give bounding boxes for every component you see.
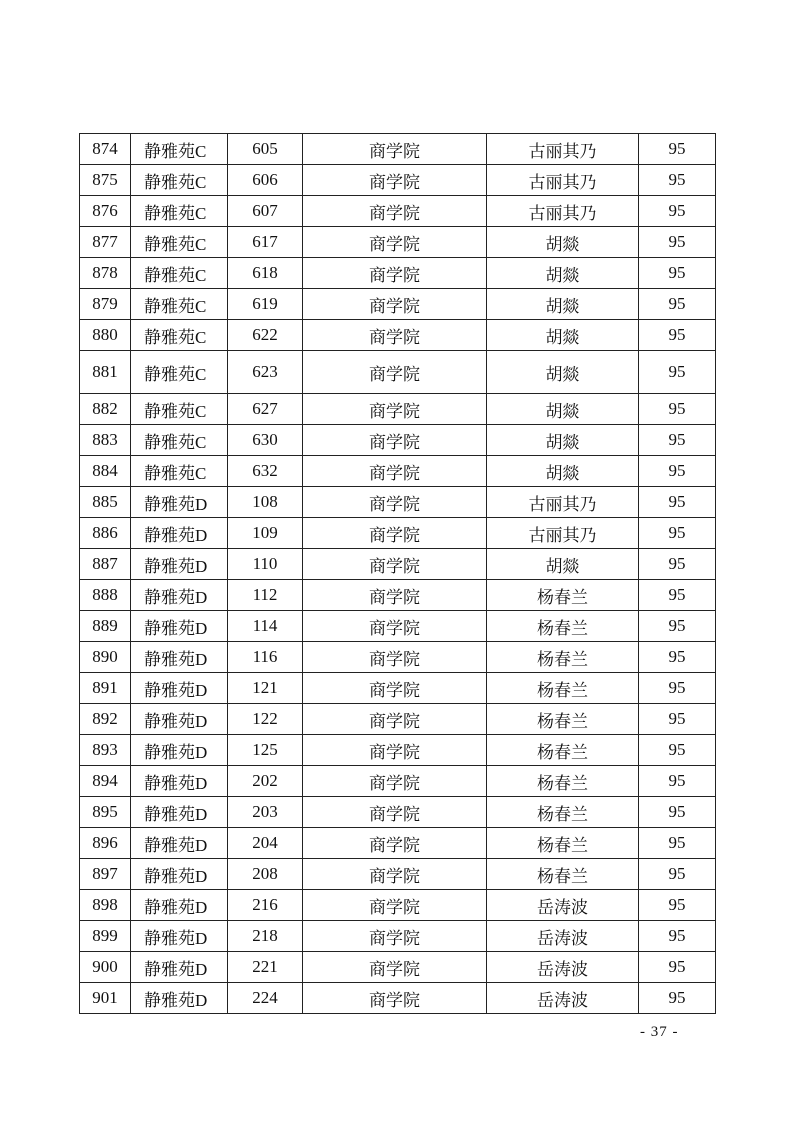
room-cell: 630 <box>228 425 303 456</box>
college-cell: 商学院 <box>303 196 487 227</box>
counselor-cell: 胡燚 <box>487 394 639 425</box>
score-cell: 95 <box>639 196 716 227</box>
table-row <box>80 320 716 351</box>
counselor-cell: 胡燚 <box>487 456 639 487</box>
college-cell: 商学院 <box>303 766 487 797</box>
serial-cell: 878 <box>80 258 131 289</box>
room-cell: 108 <box>228 487 303 518</box>
room-cell: 619 <box>228 289 303 320</box>
building-cell: 静雅苑D <box>131 797 228 828</box>
counselor-cell: 杨春兰 <box>487 828 639 859</box>
score-cell: 95 <box>639 227 716 258</box>
score-cell: 95 <box>639 828 716 859</box>
room-cell: 218 <box>228 921 303 952</box>
serial-cell: 899 <box>80 921 131 952</box>
college-cell: 商学院 <box>303 289 487 320</box>
table-row <box>80 549 716 580</box>
serial-cell: 879 <box>80 289 131 320</box>
counselor-cell: 杨春兰 <box>487 797 639 828</box>
serial-cell: 876 <box>80 196 131 227</box>
score-cell: 95 <box>639 258 716 289</box>
building-cell: 静雅苑D <box>131 890 228 921</box>
college-cell: 商学院 <box>303 611 487 642</box>
room-cell: 204 <box>228 828 303 859</box>
room-cell: 605 <box>228 134 303 165</box>
college-cell: 商学院 <box>303 456 487 487</box>
counselor-cell: 古丽其乃 <box>487 134 639 165</box>
counselor-cell: 杨春兰 <box>487 673 639 704</box>
building-cell: 静雅苑C <box>131 165 228 196</box>
score-cell: 95 <box>639 642 716 673</box>
counselor-cell: 杨春兰 <box>487 735 639 766</box>
building-cell: 静雅苑D <box>131 518 228 549</box>
building-cell: 静雅苑C <box>131 227 228 258</box>
serial-cell: 890 <box>80 642 131 673</box>
serial-cell: 887 <box>80 549 131 580</box>
score-cell: 95 <box>639 518 716 549</box>
counselor-cell: 古丽其乃 <box>487 165 639 196</box>
counselor-cell: 胡燚 <box>487 425 639 456</box>
college-cell: 商学院 <box>303 642 487 673</box>
table-row <box>80 258 716 289</box>
room-cell: 622 <box>228 320 303 351</box>
score-cell: 95 <box>639 487 716 518</box>
serial-cell: 885 <box>80 487 131 518</box>
table-row <box>80 828 716 859</box>
table-row <box>80 289 716 320</box>
table-row <box>80 487 716 518</box>
table-row <box>80 165 716 196</box>
room-cell: 632 <box>228 456 303 487</box>
college-cell: 商学院 <box>303 983 487 1014</box>
building-cell: 静雅苑D <box>131 549 228 580</box>
serial-cell: 894 <box>80 766 131 797</box>
counselor-cell: 杨春兰 <box>487 642 639 673</box>
college-cell: 商学院 <box>303 351 487 394</box>
college-cell: 商学院 <box>303 425 487 456</box>
score-cell: 95 <box>639 983 716 1014</box>
counselor-cell: 杨春兰 <box>487 580 639 611</box>
building-cell: 静雅苑D <box>131 828 228 859</box>
table-row <box>80 518 716 549</box>
building-cell: 静雅苑C <box>131 456 228 487</box>
building-cell: 静雅苑C <box>131 196 228 227</box>
table-row <box>80 227 716 258</box>
college-cell: 商学院 <box>303 320 487 351</box>
building-cell: 静雅苑D <box>131 704 228 735</box>
serial-cell: 895 <box>80 797 131 828</box>
room-cell: 110 <box>228 549 303 580</box>
score-cell: 95 <box>639 456 716 487</box>
college-cell: 商学院 <box>303 828 487 859</box>
counselor-cell: 古丽其乃 <box>487 487 639 518</box>
building-cell: 静雅苑C <box>131 351 228 394</box>
college-cell: 商学院 <box>303 394 487 425</box>
college-cell: 商学院 <box>303 165 487 196</box>
serial-cell: 877 <box>80 227 131 258</box>
room-cell: 627 <box>228 394 303 425</box>
table-row <box>80 642 716 673</box>
college-cell: 商学院 <box>303 227 487 258</box>
score-cell: 95 <box>639 673 716 704</box>
counselor-cell: 杨春兰 <box>487 766 639 797</box>
building-cell: 静雅苑D <box>131 952 228 983</box>
score-cell: 95 <box>639 952 716 983</box>
table-row <box>80 735 716 766</box>
score-cell: 95 <box>639 735 716 766</box>
college-cell: 商学院 <box>303 134 487 165</box>
building-cell: 静雅苑C <box>131 258 228 289</box>
room-cell: 109 <box>228 518 303 549</box>
table-row <box>80 580 716 611</box>
table-row <box>80 983 716 1014</box>
table-row <box>80 456 716 487</box>
room-cell: 122 <box>228 704 303 735</box>
table-row <box>80 611 716 642</box>
room-cell: 224 <box>228 983 303 1014</box>
serial-cell: 900 <box>80 952 131 983</box>
counselor-cell: 岳涛波 <box>487 890 639 921</box>
table-row <box>80 859 716 890</box>
room-cell: 116 <box>228 642 303 673</box>
room-cell: 618 <box>228 258 303 289</box>
score-cell: 95 <box>639 921 716 952</box>
room-cell: 202 <box>228 766 303 797</box>
counselor-cell: 胡燚 <box>487 320 639 351</box>
serial-cell: 882 <box>80 394 131 425</box>
score-cell: 95 <box>639 289 716 320</box>
counselor-cell: 胡燚 <box>487 549 639 580</box>
building-cell: 静雅苑C <box>131 394 228 425</box>
college-cell: 商学院 <box>303 580 487 611</box>
counselor-cell: 杨春兰 <box>487 859 639 890</box>
room-cell: 606 <box>228 165 303 196</box>
serial-cell: 875 <box>80 165 131 196</box>
counselor-cell: 胡燚 <box>487 258 639 289</box>
building-cell: 静雅苑D <box>131 580 228 611</box>
college-cell: 商学院 <box>303 258 487 289</box>
serial-cell: 893 <box>80 735 131 766</box>
counselor-cell: 胡燚 <box>487 351 639 394</box>
score-cell: 95 <box>639 766 716 797</box>
college-cell: 商学院 <box>303 673 487 704</box>
building-cell: 静雅苑D <box>131 487 228 518</box>
counselor-cell: 胡燚 <box>487 289 639 320</box>
dormitory-score-table <box>79 133 716 1014</box>
room-cell: 203 <box>228 797 303 828</box>
room-cell: 114 <box>228 611 303 642</box>
college-cell: 商学院 <box>303 704 487 735</box>
building-cell: 静雅苑C <box>131 320 228 351</box>
table-row <box>80 890 716 921</box>
score-cell: 95 <box>639 320 716 351</box>
building-cell: 静雅苑D <box>131 921 228 952</box>
counselor-cell: 杨春兰 <box>487 704 639 735</box>
college-cell: 商学院 <box>303 921 487 952</box>
serial-cell: 896 <box>80 828 131 859</box>
serial-cell: 891 <box>80 673 131 704</box>
score-cell: 95 <box>639 580 716 611</box>
counselor-cell: 杨春兰 <box>487 611 639 642</box>
table-row <box>80 351 716 394</box>
building-cell: 静雅苑D <box>131 983 228 1014</box>
counselor-cell: 岳涛波 <box>487 983 639 1014</box>
counselor-cell: 岳涛波 <box>487 952 639 983</box>
serial-cell: 880 <box>80 320 131 351</box>
building-cell: 静雅苑D <box>131 859 228 890</box>
room-cell: 221 <box>228 952 303 983</box>
building-cell: 静雅苑D <box>131 766 228 797</box>
serial-cell: 881 <box>80 351 131 394</box>
score-cell: 95 <box>639 890 716 921</box>
college-cell: 商学院 <box>303 797 487 828</box>
serial-cell: 888 <box>80 580 131 611</box>
score-cell: 95 <box>639 859 716 890</box>
serial-cell: 897 <box>80 859 131 890</box>
table-row <box>80 196 716 227</box>
college-cell: 商学院 <box>303 859 487 890</box>
table-row <box>80 797 716 828</box>
serial-cell: 901 <box>80 983 131 1014</box>
room-cell: 617 <box>228 227 303 258</box>
serial-cell: 898 <box>80 890 131 921</box>
score-cell: 95 <box>639 611 716 642</box>
serial-cell: 883 <box>80 425 131 456</box>
score-cell: 95 <box>639 425 716 456</box>
counselor-cell: 古丽其乃 <box>487 518 639 549</box>
table-row <box>80 673 716 704</box>
building-cell: 静雅苑C <box>131 425 228 456</box>
page-number: - 37 - <box>640 1024 679 1040</box>
score-cell: 95 <box>639 797 716 828</box>
score-cell: 95 <box>639 549 716 580</box>
building-cell: 静雅苑D <box>131 642 228 673</box>
table-row <box>80 952 716 983</box>
table-row <box>80 921 716 952</box>
room-cell: 607 <box>228 196 303 227</box>
table-row <box>80 766 716 797</box>
table-row <box>80 134 716 165</box>
room-cell: 623 <box>228 351 303 394</box>
score-cell: 95 <box>639 351 716 394</box>
building-cell: 静雅苑D <box>131 673 228 704</box>
room-cell: 112 <box>228 580 303 611</box>
college-cell: 商学院 <box>303 952 487 983</box>
building-cell: 静雅苑D <box>131 735 228 766</box>
counselor-cell: 胡燚 <box>487 227 639 258</box>
table-row <box>80 425 716 456</box>
serial-cell: 889 <box>80 611 131 642</box>
table-body <box>80 134 716 1014</box>
building-cell: 静雅苑C <box>131 134 228 165</box>
serial-cell: 886 <box>80 518 131 549</box>
college-cell: 商学院 <box>303 487 487 518</box>
building-cell: 静雅苑D <box>131 611 228 642</box>
room-cell: 216 <box>228 890 303 921</box>
building-cell: 静雅苑C <box>131 289 228 320</box>
score-cell: 95 <box>639 134 716 165</box>
college-cell: 商学院 <box>303 735 487 766</box>
table-row <box>80 394 716 425</box>
counselor-cell: 古丽其乃 <box>487 196 639 227</box>
college-cell: 商学院 <box>303 890 487 921</box>
college-cell: 商学院 <box>303 518 487 549</box>
college-cell: 商学院 <box>303 549 487 580</box>
score-cell: 95 <box>639 394 716 425</box>
room-cell: 125 <box>228 735 303 766</box>
room-cell: 121 <box>228 673 303 704</box>
serial-cell: 874 <box>80 134 131 165</box>
serial-cell: 892 <box>80 704 131 735</box>
counselor-cell: 岳涛波 <box>487 921 639 952</box>
table-row <box>80 704 716 735</box>
serial-cell: 884 <box>80 456 131 487</box>
score-cell: 95 <box>639 704 716 735</box>
score-cell: 95 <box>639 165 716 196</box>
room-cell: 208 <box>228 859 303 890</box>
